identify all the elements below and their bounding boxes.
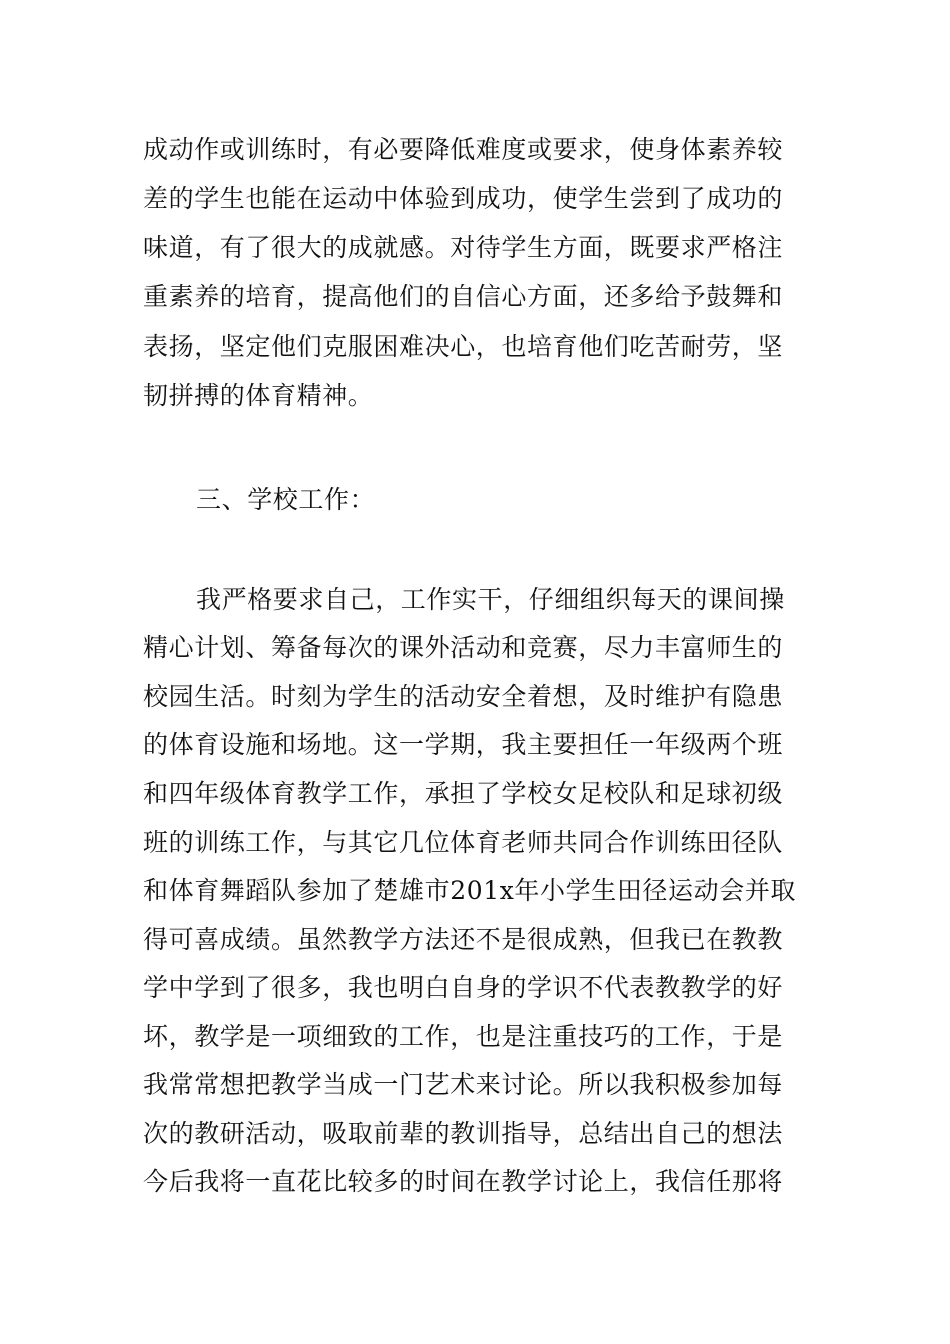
paragraph-line: 我常常想把教学当成一门艺术来讨论。所以我积极参加每 <box>143 1070 784 1099</box>
paragraph-line: 重素养的培育，提高他们的自信心方面，还多给予鼓舞和 <box>143 282 784 311</box>
paragraph-line: 的体育设施和场地。这一学期，我主要担任一年级两个班 <box>143 730 784 759</box>
paragraph-line: 今后我将一直花比较多的时间在教学讨论上，我信任那将 <box>143 1167 784 1196</box>
paragraph-line: 味道，有了很大的成就感。对待学生方面，既要求严格注 <box>143 233 784 262</box>
paragraph-line: 学中学到了很多，我也明白自身的学识不代表教教学的好 <box>143 973 784 1002</box>
paragraph-line: 得可喜成绩。虽然教学方法还不是很成熟，但我已在教教 <box>143 925 784 954</box>
paragraph-line: 表扬，坚定他们克服困难决心，也培育他们吃苦耐劳，坚 <box>143 332 784 361</box>
paragraph-line: 和体育舞蹈队参加了楚雄市201x年小学生田径运动会并取 <box>143 876 797 905</box>
paragraph-line: 次的教研活动，吸取前辈的教训指导，总结出自己的想法 <box>143 1119 784 1148</box>
paragraph-line: 和四年级体育教学工作，承担了学校女足校队和足球初级 <box>143 779 784 808</box>
paragraph-line: 我严格要求自己，工作实干，仔细组织每天的课间操 <box>196 585 785 614</box>
paragraph-line: 韧拼搏的体育精神。 <box>143 381 374 410</box>
paragraph-line: 坏，教学是一项细致的工作，也是注重技巧的工作，于是 <box>143 1022 784 1051</box>
paragraph-line: 校园生活。时刻为学生的活动安全着想，及时维护有隐患 <box>143 682 784 711</box>
paragraph-line: 精心计划、筹备每次的课外活动和竞赛，尽力丰富师生的 <box>143 633 784 662</box>
paragraph-line: 成动作或训练时，有必要降低难度或要求，使身体素养较 <box>143 135 784 164</box>
paragraph-line: 差的学生也能在运动中体验到成功，使学生尝到了成功的 <box>143 184 784 213</box>
section-heading: 三、学校工作： <box>196 485 376 514</box>
paragraph-line: 班的训练工作，与其它几位体育老师共同合作训练田径队 <box>143 828 784 857</box>
